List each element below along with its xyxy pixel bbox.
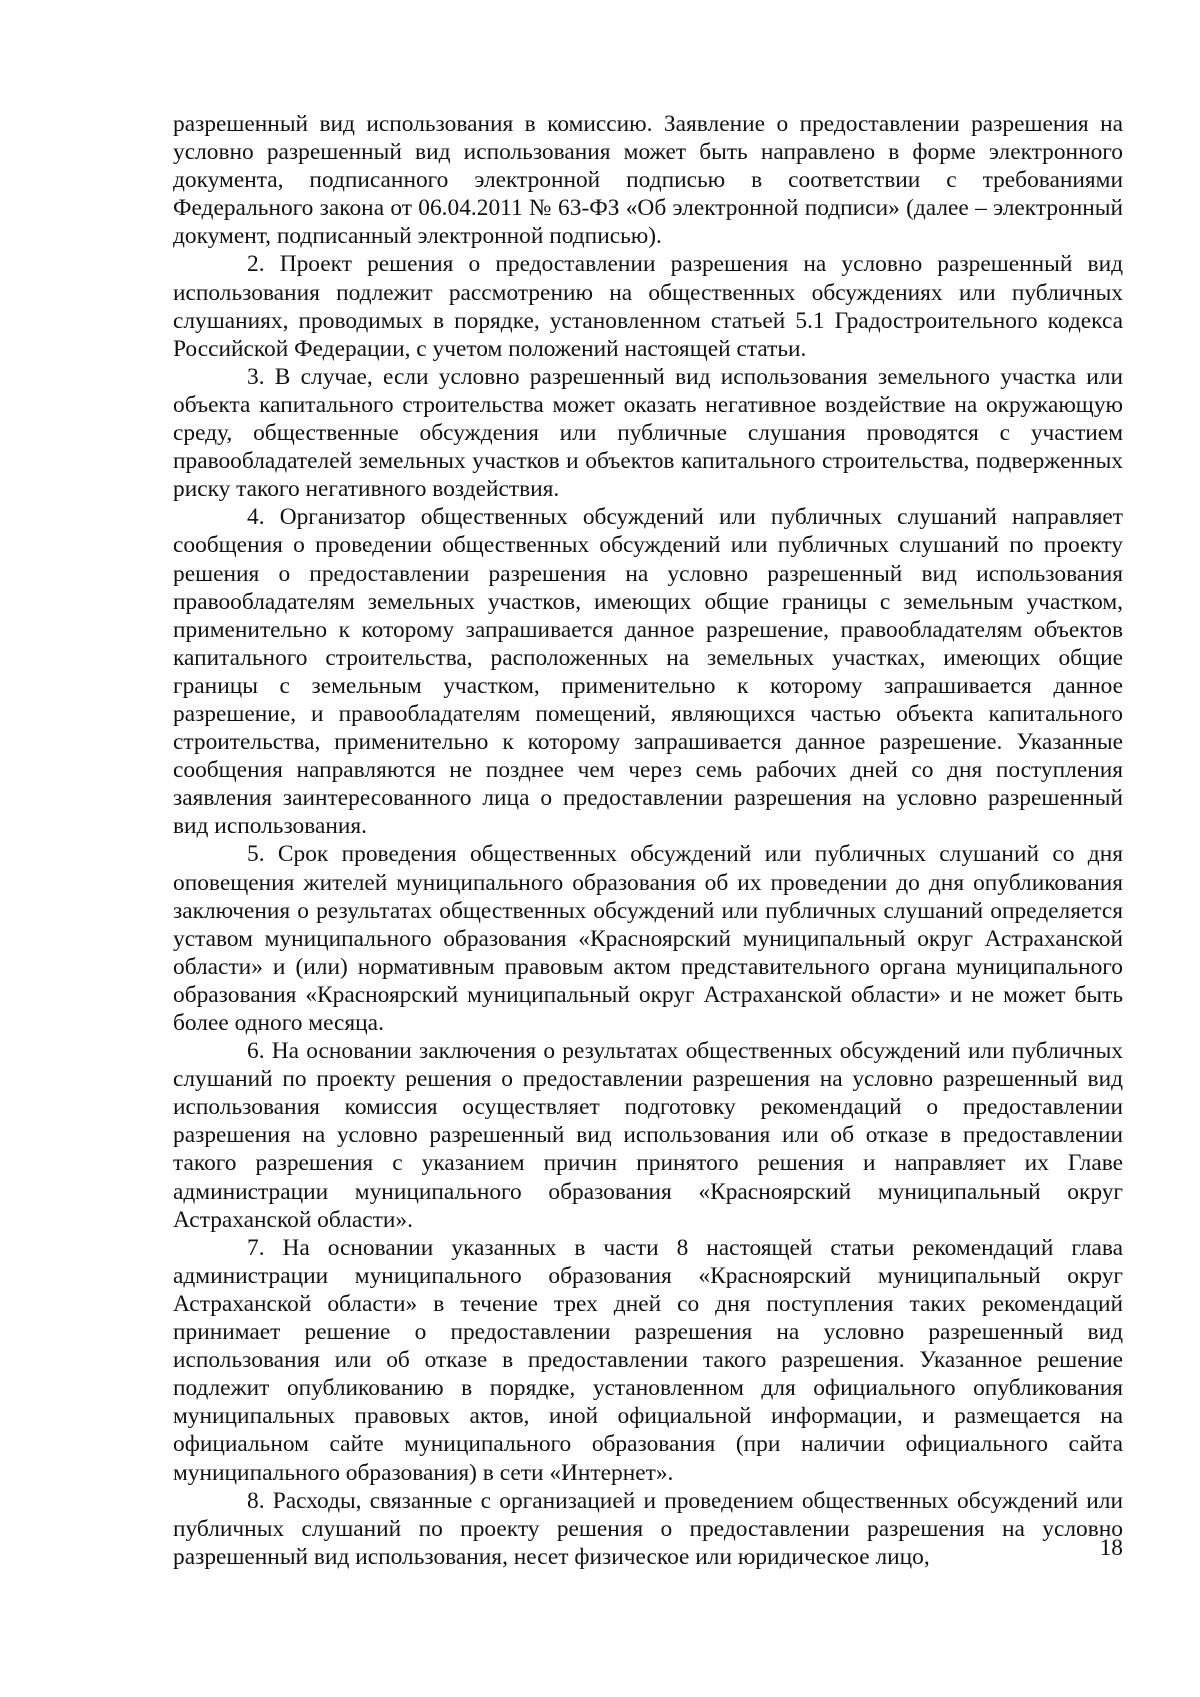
paragraph-continued: разрешенный вид использования в комиссию. Заявление о предоставлении разрешения на условно разрешенный вид использования может быть направлено в форме электронного документа, подписанного электронной подписью в соответствии с требованиями Федерального закона от 06.04.2011 № 63-ФЗ «Об электронной подписи» (далее – электронный документ, подписанный электронной подписью).: [173, 111, 1123, 250]
paragraph-8: 8. Расходы, связанные с организацией и проведением общественных обсуждений или публичных слушаний по проекту решения о предоставлении разрешения на условно разрешенный вид использования, несет физическое или юридическое лицо,: [173, 1487, 1123, 1570]
document-body: [173, 110, 1123, 1571]
paragraph-4: 4. Организатор общественных обсуждений или публичных слушаний направляет сообщения о проведении общественных обсуждений или публичных слушаний по проекту решения о предоставлении разрешения на условно разрешенный вид использования правообладателям земельных участков, имеющих общие границы с земельным участком, применительно к которому запрашивается данное разрешение, правообладателям объектов капитального строительства, расположенных на земельных участках, имеющих общие границы с земельным участком, применительно к которому запрашивается данное разрешение, и правообладателям помещений, являющихся частью объекта капитального строительства, применительно к которому запрашивается данное разрешение. Указанные сообщения направляются не позднее чем через семь рабочих дней со дня поступления заявления заинтересованного лица о предоставлении разрешения на условно разрешенный вид использования.: [173, 504, 1123, 840]
paragraph-3: 3. В случае, если условно разрешенный вид использования земельного участка или объекта капитального строительства может оказать негативное воздействие на окружающую среду, общественные обсуждения или публичные слушания проводятся с участием правообладателей земельных участков и объектов капитального строительства, подверженных риску такого негативного воздействия.: [173, 363, 1123, 503]
paragraph-7: 7. На основании указанных в части 8 настоящей статьи рекомендаций глава администрации муниципального образования «Красноярский муниципальный округ Астраханской области» в течение трех дней со дня поступления таких рекомендаций принимает решение о предоставлении разрешения на условно разрешенный вид использования или об отказе в предоставлении такого разрешения. Указанное решение подлежит опубликованию в порядке, установленном для официального опубликования муниципальных правовых актов, иной официальной информации, и размещается на официальном сайте муниципального образования (при наличии официального сайта муниципального образования) в сети «Интернет».: [173, 1234, 1123, 1486]
paragraph-2: 2. Проект решения о предоставлении разрешения на условно разрешенный вид использования подлежит рассмотрению на общественных обсуждениях или публичных слушаниях, проводимых в порядке, установленном статьей 5.1 Градостроительного кодекса Российской Федерации, с учетом положений настоящей статьи.: [173, 251, 1123, 362]
paragraph-5: 5. Срок проведения общественных обсуждений или публичных слушаний со дня оповещения жителей муниципального образования об их проведении до дня опубликования заключения о результатах общественных обсуждений или публичных слушаний определяется уставом муниципального образования «Красноярский муниципальный округ Астраханской области» и (или) нормативным правовым актом представительного органа муниципального образования «Красноярский муниципальный округ Астраханской области» и не может быть более одного месяца.: [173, 841, 1123, 1036]
page-number: 18: [1099, 1535, 1123, 1561]
paragraph-6: 6. На основании заключения о результатах общественных обсуждений или публичных слушаний по проекту решения о предоставлении разрешения на условно разрешенный вид использования комиссия осуществляет подготовку рекомендаций о предоставлении разрешения на условно разрешенный вид использования или об отказе в предоставлении такого разрешения с указанием причин принятого решения и направляет их Главе администрации муниципального образования «Красноярский муниципальный округ Астраханской области».: [173, 1038, 1123, 1233]
